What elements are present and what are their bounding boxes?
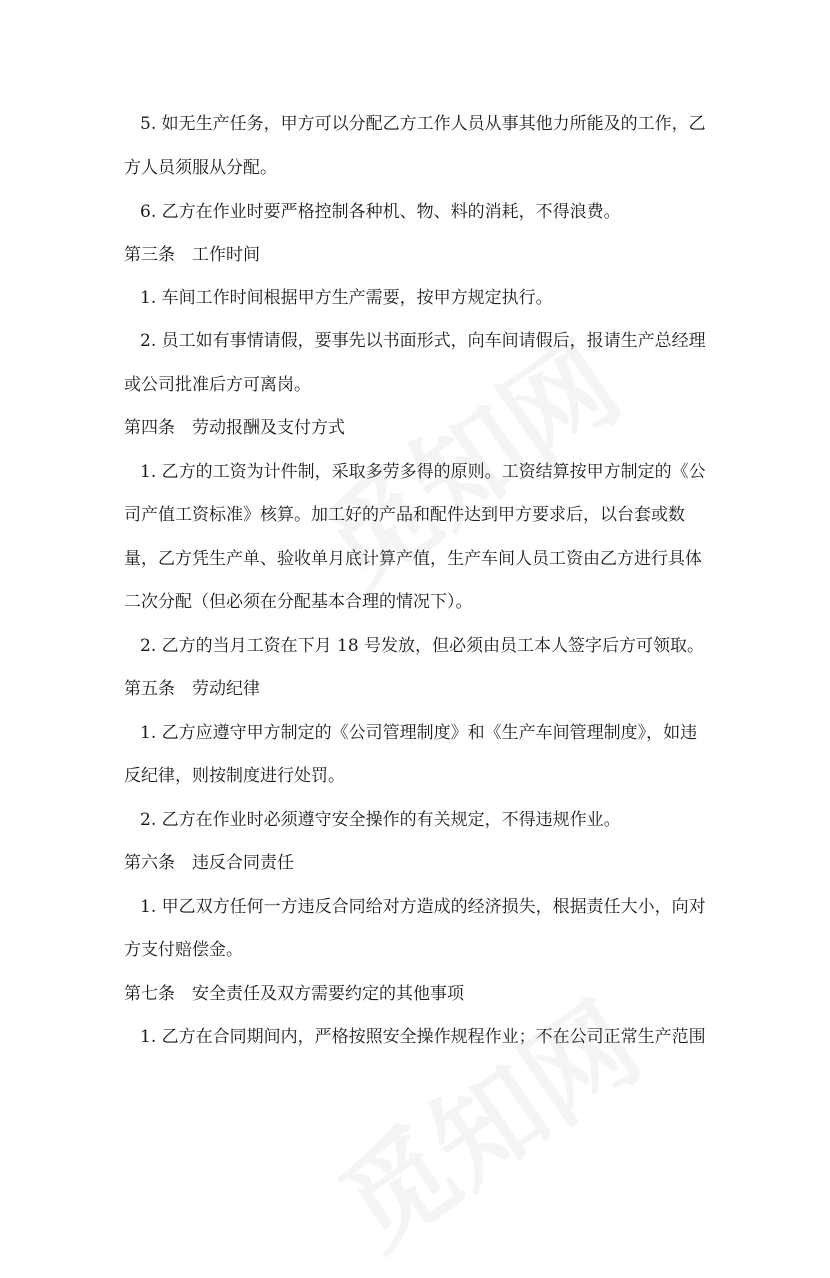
clause-6-item-1: 1. 甲乙双方任何一方违反合同给对方造成的经济损失，根据责任大小，向对 [140,897,706,917]
clause-2-item-5: 5. 如无生产任务，甲方可以分配乙方工作人员从事其他力所能及的工作，乙 [140,114,706,134]
clause-2-item-6: 6. 乙方在作业时要严格控制各种机、物、料的消耗，不得浪费。 [140,202,621,222]
clause-3-item-2-cont: 或公司批准后方可离岗。 [124,375,311,395]
clause-6-item-1-cont: 方支付赔偿金。 [124,940,243,960]
section-heading-5: 第五条 劳动纪律 [124,679,260,699]
watermark [305,960,666,1278]
clause-3-item-2: 2. 员工如有事情请假，要事先以书面形式，向车间请假后，报请生产总经理 [140,331,706,351]
clause-4-item-1-cont: 司产值工资标准》核算。加工好的产品和配件达到甲方要求后，以台套或数 [124,505,685,525]
clause-4-item-1: 1. 乙方的工资为计件制，采取多劳多得的原则。工资结算按甲方制定的《公 [140,462,706,482]
section-heading-3: 第三条 工作时间 [124,245,260,265]
clause-5-item-1: 1. 乙方应遵守甲方制定的《公司管理制度》和《生产车间管理制度》，如违 [140,723,698,743]
section-heading-6: 第六条 违反合同责任 [124,853,294,873]
clause-2-item-5-cont: 方人员须服从分配。 [124,158,277,178]
clause-4-item-1-cont: 二次分配（但必须在分配基本合理的情况下）。 [124,592,473,612]
clause-4-item-2: 2. 乙方的当月工资在下月 18 号发放，但必须由员工本人签字后方可领取。 [140,636,705,656]
clause-7-item-1: 1. 乙方在合同期间内，严格按照安全操作规程作业；不在公司正常生产范围 [140,1027,706,1047]
clause-3-item-1: 1. 车间工作时间根据甲方生产需要，按甲方规定执行。 [140,288,553,308]
section-heading-7: 第七条 安全责任及双方需要约定的其他事项 [124,984,464,1004]
clause-5-item-2: 2. 乙方在作业时必须遵守安全操作的有关规定，不得违规作业。 [140,810,621,830]
clause-4-item-1-cont: 量，乙方凭生产单、验收单月底计算产值，生产车间人员工资由乙方进行具体 [124,549,702,569]
clause-5-item-1-cont: 反纪律，则按制度进行处罚。 [124,766,345,786]
section-heading-4: 第四条 劳动报酬及支付方式 [124,418,345,438]
